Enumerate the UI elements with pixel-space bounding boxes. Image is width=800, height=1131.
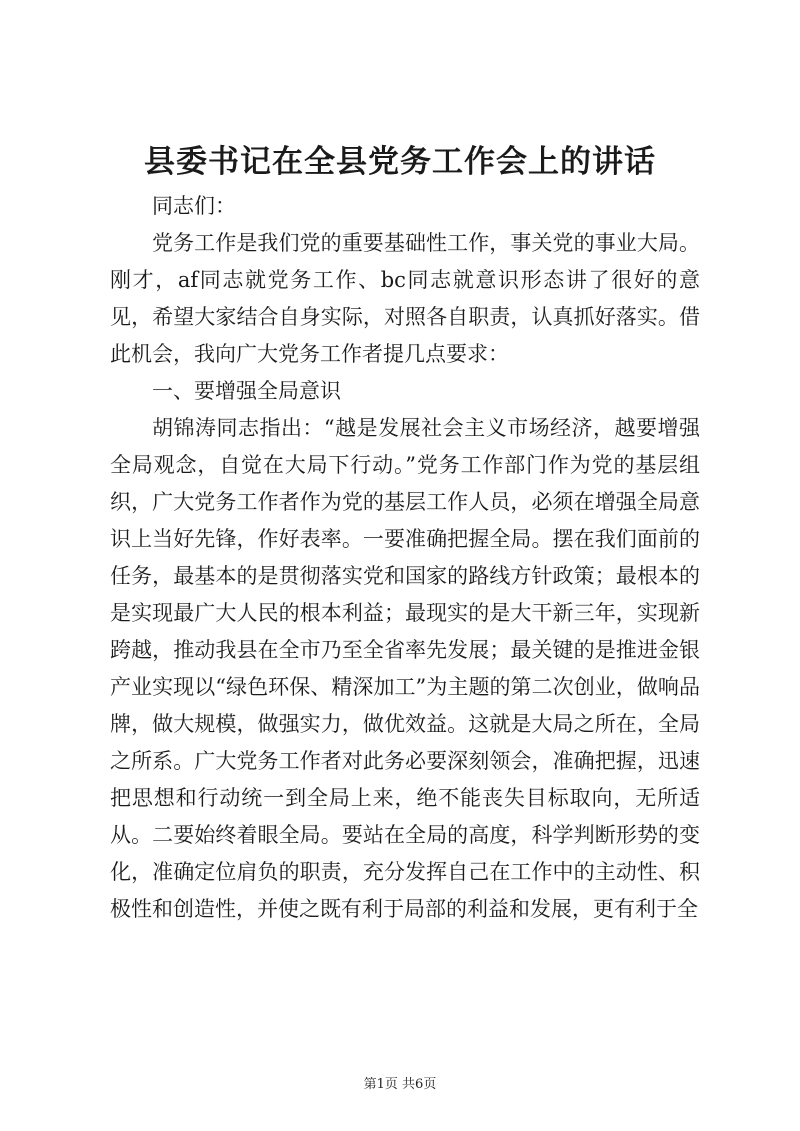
section-heading: 一、要增强全局意识 — [152, 379, 341, 403]
intro-paragraph: 党务工作是我们党的重要基础性工作，事关党的事业大局。刚才，af同志就党务工作、bc同志就意识形态讲了很好的意见，希望大家结合自身实际，对照各自职责，认真抓好落实。借此机会，我向广大党务工作者提几点要求： — [110, 231, 700, 366]
salutation-paragraph: 同志们： — [152, 194, 236, 218]
document-body — [110, 188, 700, 928]
body-paragraph: 胡锦涛同志指出：“越是发展社会主义市场经济，越要增强全局观念，自觉在大局下行动。”党务工作部门作为党的基层组织，广大党务工作者作为党的基层工作人员，必须在增强全局意识上当好先锋，作好表率。一要准确把握全局。摆在我们面前的任务，最基本的是贯彻落实党和国家的路线方针政策；最根本的是实现最广大人民的根本利益；最现实的是大干新三年，实现新跨越，推动我县在全市乃至全省率先发展；最关键的是推进金银产业实现以“绿色环保、精深加工”为主题的第二次创业，做响品牌，做大规模，做强实力，做优效益。这就是大局之所在，全局之所系。广大党务工作者对此务必要深刻领会，准确把握，迅速把思想和行动统一到全局上来，绝不能丧失目标取向，无所适从。二要始终着眼全局。要站在全局的高度，科学判断形势的变化，准确定位肩负的职责，充分发挥自己在工作中的主动性、积极性和创造性，并使之既有利于局部的利益和发展，更有利于全 — [110, 416, 700, 921]
page-footer: 第1页 共6页 — [363, 1077, 437, 1092]
document-title: 县委书记在全县党务工作会上的讲话 — [144, 144, 656, 180]
